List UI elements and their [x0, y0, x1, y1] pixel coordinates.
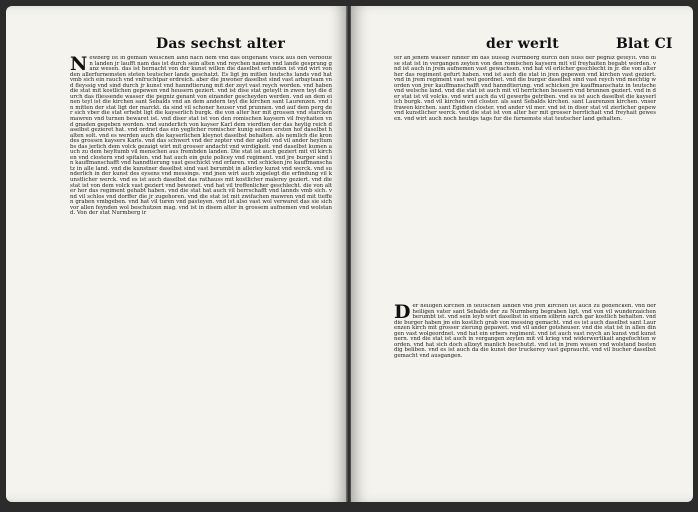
- left-running-head: Das sechst alter: [156, 36, 286, 52]
- right-body-text-top: ter an jenem wasser hinder im das flussig Nurmberg durch den fluss der pegniz geteylt. vnd dise stat ist in vergangen zeyten von den romischen kaysern mit vil freyhaiten begabt worden. vnd ist auch in jrem aufnemen vast gewachsen. vnd hat vil erlicher geschlecht in jr. die von alter her das regiment gefurt haben. vnd ist auch die stat in jren gepewen vnd kirchen vast geziert. vnd in jrem regiment vast wol geordnet. vnd die burger daselbst sind vast reych vnd mechtig worden von jrer kauffmanschafft vnd hanndtierung. vnd schicken jre kauffmanschatz in teutsche vnd welsche land. vnd die stat ist auch mit vil herrlichen heusern vnd brunnen geziert. vnd in der stat ist vil volcks. vnd wirt auch da vil gewerbs getriben. vnd es ist auch daselbst die kayserlich burgk. vnd vil kirchen vnd closter. als sant Sebalds kirchen. sant Laurenzen kirchen. vnser frawen kirchen. sant Egidien closter. vnd ander vil mer. vnd ist in diser stat vil zierlicher gepew vnd kunstlicher werck. vnd die stat ist von alter her mit grosser herrlichait vnd freyhait gewesen. vnd wirt auch noch heutigs tags fur die furnemste stat teutscher land gehalten.: [394, 56, 656, 123]
- left-text-block: [70, 56, 332, 446]
- right-text-block-bottom: [394, 304, 656, 462]
- right-initial-letter: D: [394, 304, 411, 323]
- left-initial-letter: N: [70, 56, 88, 75]
- right-running-head: der werlt: [486, 36, 559, 52]
- right-body-text-bottom: er heiligen kirchen in teutschen landen vnd jren kirchen ist auch zu gedencken. vnd der heiligen vater sant Sebalds der zu Nurmberg begraben ligt. vnd von vil wunderzaichen berumbt ist. vnd sein leyb wirt daselbst in einem silbrin sarch gar kostlich behalten. vnd die burger haben jm ein kostlich grab von messing gemacht. vnd es ist auch daselbst sant Laurenzen kirch mit grosser zierung gepawet. vnd vil ander gotsheuser. vnd die stat ist in allen dingen vast wolgeordnet. vnd hat ein erbers regiment. vnd ist auch vast reych an kunst vnd kunstnern. vnd die stat ist auch in vergangen zeyten mit vil krieg vnd widerwertikait angefochten worden. vnd hat sich doch allzeyt manlich beschutzt. vnd ist in jrem wesen vnd wolstand bestendig beliben. vnd es ist auch da die kunst der truckerey vast gepraucht. vnd vil bucher daselbst gemacht vnd ausgangen.: [394, 304, 656, 359]
- right-text-block-top: [394, 56, 656, 256]
- left-page: [6, 6, 347, 502]
- folio-number: Blat CI: [616, 36, 673, 52]
- right-page: [351, 6, 693, 502]
- left-body-text: ewberg ist in gemain welschen land nach dem vnd das oftgenant volck aus den verbotten landen jr laufft nam das ist durch sein alten vnd reychen namen vnd lande gesprung ganz wesen. das ist hernacht von der kunst willen die daselbst erfunden ist vnd wirt von den allerfurnemsten steten teutscher lands geschatzt. Es ligt jm mitlen teutschs lands vnd hat vmb sich ein rauch vnd vnfruchtpar erdreich. aber die jnwoner daselbst sind vast arbaytsam vnd fleyssig vnd sind durch jr kunst vnd hanndtierung mit der zeyt vast reych worden. vnd haben die stat mit kostlichen gepewen vnd heusern geziert. vnd ist dise stat geteylt in zwen teyl die durch das fliessende wasser die pegniz genant von einander gescheyden werden. vnd an dem einen teyl ist die kirchen sant Sebalds vnd an dem andern teyl die kirchen sant Laurenzen. vnd in mitten der stat ligt der marckt. da sind vil schoner heuser vnd prunnen. vnd auf dem perg der sich vber die stat erhebt ligt die kayserlich burgk. die von alter her mit grossen vnd starcken mawren vnd turnen bewaret ist. vnd diser stat ist von den romischen kaysern vil freyhaiten vnd gnaden gegeben worden. vnd sunderlich von kayser Karl dem vierdten der das heylig reich daselbst gezieret hat. vnd ordnet das ein yeglicher romischer kunig seinen ersten hof daselbst halten solt. vnd es werden auch die kayserlichen kleynot daselbst behalten. als nemlich die kron des grossen kaysers Karls. vnd das schwert vnd der zepter vnd der apfel vnd vil ander heyltumbs das jerlich dem volck gezaigt wirt mit grosser andacht vnd wirdigkeit. vnd daselbst kumen auch zu dem heyltumb vil menschen aus frembden landen. Die stat ist auch geziert mit vil kirchen vnd clostern vnd spitalen. vnd hat auch ein gute policey vnd regiment. vnd jre burger sind in kauffmanschafft vnd hanndtierung vast geschickt vnd erfaren. vnd schicken jre kauffmanschatz in alle land. vnd die kunstner daselbst sind vast berumbt in allerley kunst vnd werck. vnd sunderlich in der kunst des eysens vnd messings. vnd jnen wirt auch zugelegt die erfindung vil kunstlicher werck. vnd es ist auch daselbst das rathauss mit kostlicher malerey geziert. vnd die stat ist von dem volck vast geziert vnd bewonet. vnd hat vil treffenlicher geschlecht. die von alter her das regiment gehabt haben. vnd die stat hat auch vil herrschafft vnd lannds vmb sich. vnd vil schlos vnd dorffer die jr zugehoren. vnd die stat ist mit zwifachen mawren vnd mit tieffen graben vmbgeben. vnd hat vil turen vnd pasteyen. vnd ist also vast wol verwaret das sie sich vor allen feynden wol beschutzen mag. vnd ist in disem alter in grossem aufnemen vnd wolstand. Von der stat Nurmberg ir: [70, 56, 332, 217]
